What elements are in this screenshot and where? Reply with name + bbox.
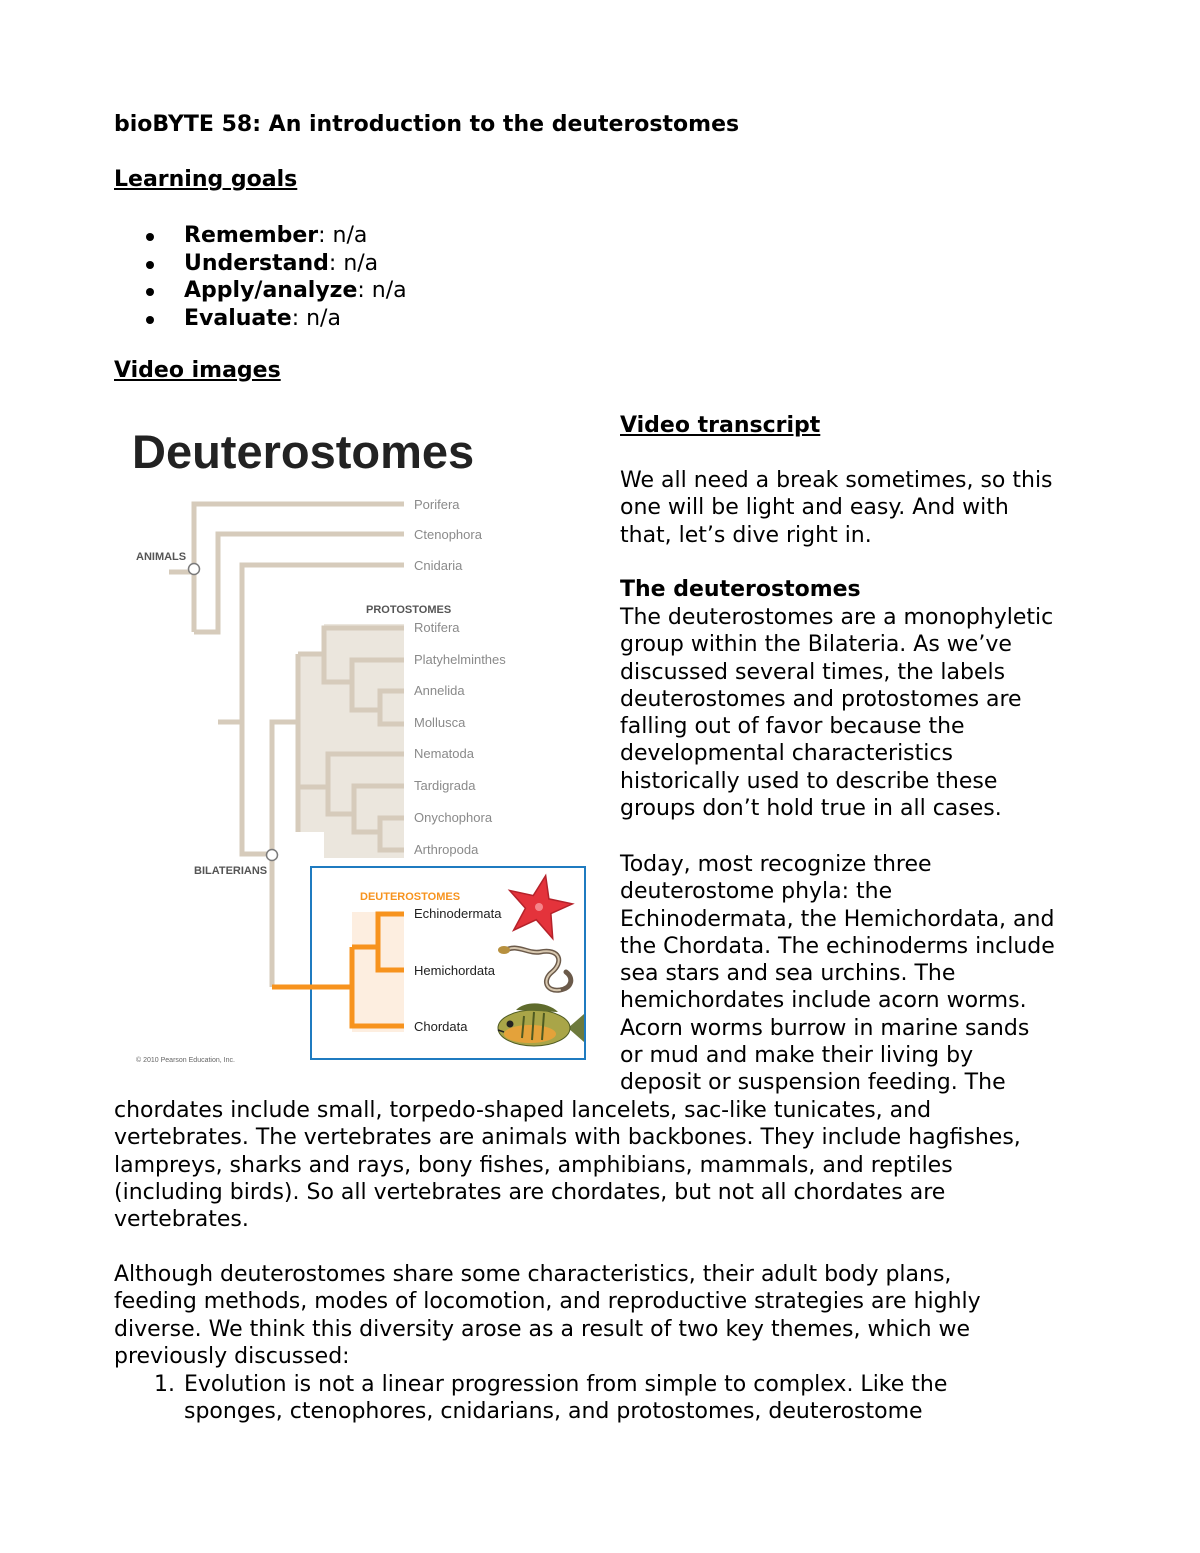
- bullet-icon: [146, 233, 154, 241]
- bilaterians-node: [267, 850, 278, 861]
- copyright-text: © 2010 Pearson Education, Inc.: [136, 1057, 235, 1064]
- taxon-label: Annelida: [414, 683, 465, 698]
- paragraph-3: [114, 1261, 981, 1370]
- deuterostomes-label: DEUTEROSTOMES: [360, 891, 461, 903]
- paragraph-2-narrow: [620, 851, 1100, 1097]
- text-line: deposit or suspension feeding. The: [620, 1070, 1006, 1096]
- text-line: previously discussed:: [114, 1343, 350, 1369]
- bullet-icon: [146, 316, 154, 324]
- text-line: the Chordata. The echinoderms include: [620, 933, 1055, 959]
- taxon-label: Platyhelminthes: [414, 652, 506, 667]
- text-line: Today, most recognize three: [620, 852, 932, 877]
- text-line: discussed several times, the labels: [620, 659, 1006, 685]
- text-line: deuterostome phyla: the: [620, 879, 893, 905]
- video-images-heading: Video images: [114, 358, 281, 383]
- goal-item: [114, 277, 407, 305]
- animals-node: [189, 564, 200, 575]
- text-line: group within the Bilateria. As we’ve: [620, 632, 1012, 658]
- text-line: or mud and make their living by: [620, 1043, 974, 1069]
- taxon-label: Chordata: [414, 1019, 468, 1034]
- goal-value: : n/a: [357, 278, 407, 303]
- goal-label: Understand: [184, 250, 329, 276]
- taxon-label: Ctenophora: [414, 527, 482, 542]
- taxon-label: Nematoda: [414, 746, 474, 761]
- text-line: Although deuterostomes share some characteristics, their adult body plans,: [114, 1262, 952, 1287]
- text-line: (including birds). So all vertebrates are chordates, but not all chordates are: [114, 1179, 946, 1205]
- taxon-label: Porifera: [414, 497, 460, 512]
- sea-star-icon: [502, 869, 577, 941]
- taxon-label: Arthropoda: [414, 842, 479, 857]
- paragraph-2-wide: [114, 1097, 1021, 1233]
- goal-value: : n/a: [318, 223, 368, 248]
- text-line: hemichordates include acorn worms.: [620, 988, 1027, 1014]
- text-line: feeding methods, modes of locomotion, and reproductive strategies are highly: [114, 1289, 981, 1315]
- taxon-label: Tardigrada: [414, 778, 476, 793]
- goal-label: Remember: [184, 223, 319, 248]
- video-transcript-heading: Video transcript: [620, 413, 821, 438]
- list-item-text: [184, 1371, 947, 1426]
- taxon-label: Hemichordata: [414, 963, 495, 978]
- section-heading: The deuterostomes: [620, 577, 861, 602]
- text-line: historically used to describe these: [620, 768, 998, 794]
- taxon-label: Onychophora: [414, 810, 493, 825]
- text-line: sea stars and sea urchins. The: [620, 961, 956, 987]
- deuterostomes-tree-figure: [114, 412, 594, 1072]
- goal-value: : n/a: [291, 305, 341, 331]
- goal-value: : n/a: [328, 250, 379, 276]
- text-line: diverse. We think this diversity arose as a result of two key themes, which we: [114, 1316, 971, 1342]
- text-line: developmental characteristics: [620, 741, 953, 767]
- goal-item: [114, 305, 407, 333]
- taxon-label: Echinodermata: [414, 906, 502, 921]
- text-line: The deuterostomes are a monophyletic: [620, 605, 1054, 630]
- text-line: vertebrates.: [114, 1207, 249, 1233]
- text-line: groups don’t hold true in all cases.: [620, 796, 1002, 822]
- goal-item: [114, 250, 407, 278]
- intro-paragraph: [620, 467, 1100, 549]
- text-line: Acorn worms burrow in marine sands: [620, 1015, 1030, 1041]
- text-line: sponges, ctenophores, cnidarians, and protostomes, deuterostome: [184, 1399, 923, 1425]
- text-line: Echinodermata, the Hemichordata, and: [620, 906, 1055, 932]
- text-line: chordates include small, torpedo-shaped lancelets, sac-like tunicates, and: [114, 1098, 932, 1123]
- text-line: falling out of favor because the: [620, 714, 965, 740]
- document-title: bioBYTE 58: An introduction to the deuterostomes: [114, 112, 740, 137]
- text-line: vertebrates. The vertebrates are animals with backbones. They include hagfishes,: [114, 1125, 1021, 1151]
- bullet-icon: [146, 261, 154, 269]
- phylogeny-diagram: [114, 412, 594, 1072]
- text-line: lampreys, sharks and rays, bony fishes, amphibians, mammals, and reptiles: [114, 1152, 953, 1178]
- figure-title: Deuterostomes: [132, 425, 475, 478]
- bilaterians-label: BILATERIANS: [194, 865, 268, 877]
- acorn-worm-icon: [498, 946, 571, 990]
- taxon-label: Cnidaria: [414, 558, 463, 573]
- numbered-list-item: [114, 1371, 1114, 1431]
- text-line: Evolution is not a linear progression from simple to complex. Like the: [184, 1372, 948, 1397]
- text-line: one will be light and easy. And with: [620, 495, 1009, 521]
- animals-label: ANIMALS: [136, 551, 187, 563]
- paragraph-1: [620, 604, 1100, 822]
- taxon-label: Mollusca: [414, 715, 466, 730]
- learning-goals-heading: Learning goals: [114, 167, 298, 192]
- protostomes-label: PROTOSTOMES: [366, 604, 452, 616]
- learning-goals-list: [114, 222, 407, 332]
- fish-icon: [498, 1003, 584, 1046]
- list-number: 1.: [154, 1372, 175, 1397]
- text-line: deuterostomes and protostomes are: [620, 686, 1022, 712]
- taxon-label: Rotifera: [414, 620, 460, 635]
- goal-label: Evaluate: [184, 305, 292, 331]
- protostome-shading-inner: [298, 654, 324, 832]
- bullet-icon: [146, 288, 154, 296]
- goal-item: [114, 222, 407, 250]
- text-line: that, let’s dive right in.: [620, 522, 872, 548]
- text-line: We all need a break sometimes, so this: [620, 468, 1053, 493]
- goal-label: Apply/analyze: [184, 278, 358, 303]
